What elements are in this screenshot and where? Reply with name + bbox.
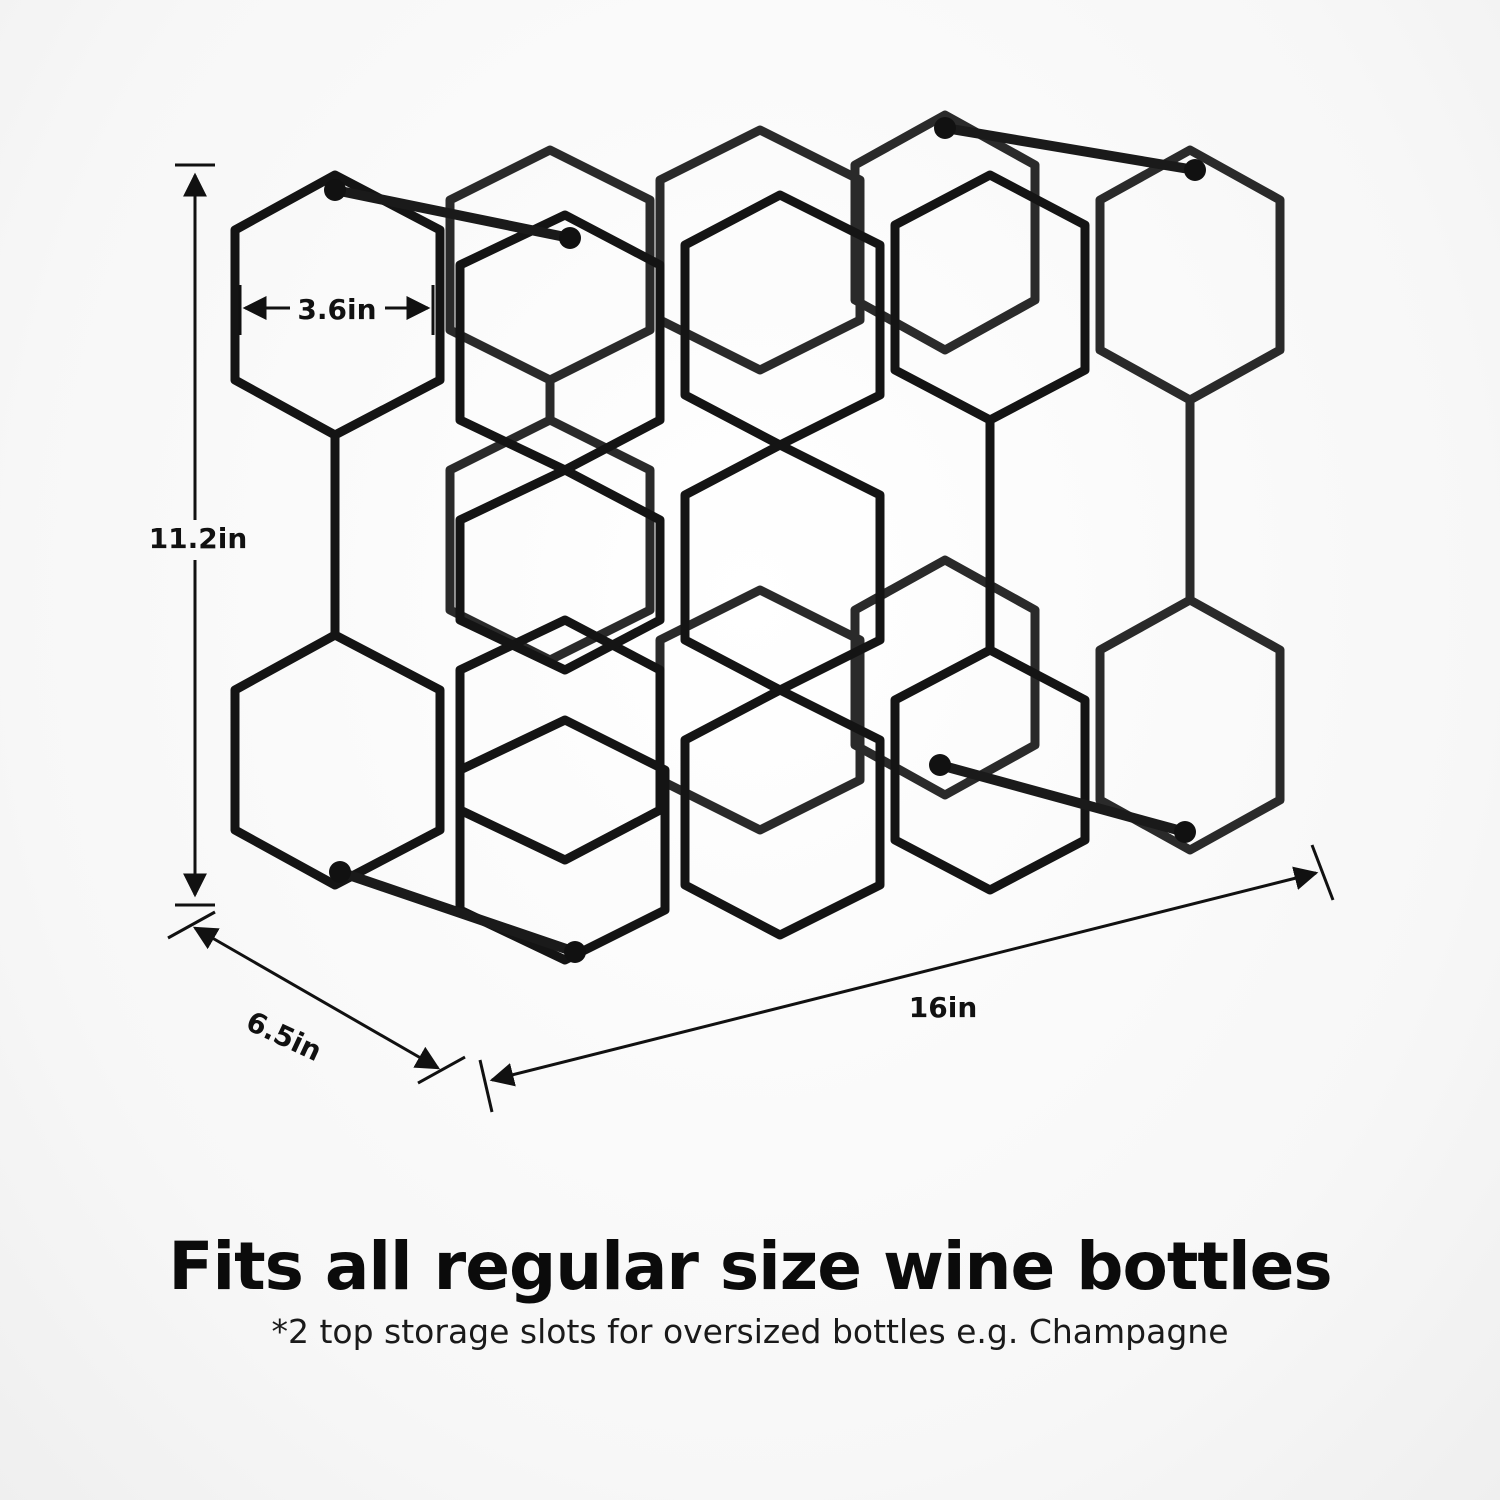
width-dimension [480, 845, 1333, 1112]
footnote: *2 top storage slots for oversized bottles e.g. Champagne [271, 1312, 1229, 1351]
depth-label: 6.5in [241, 1004, 327, 1069]
slot-width-label: 3.6in [297, 293, 377, 326]
headline: Fits all regular size wine bottles [168, 1228, 1332, 1305]
height-label: 11.2in [148, 522, 248, 555]
width-label: 16in [908, 991, 978, 1024]
